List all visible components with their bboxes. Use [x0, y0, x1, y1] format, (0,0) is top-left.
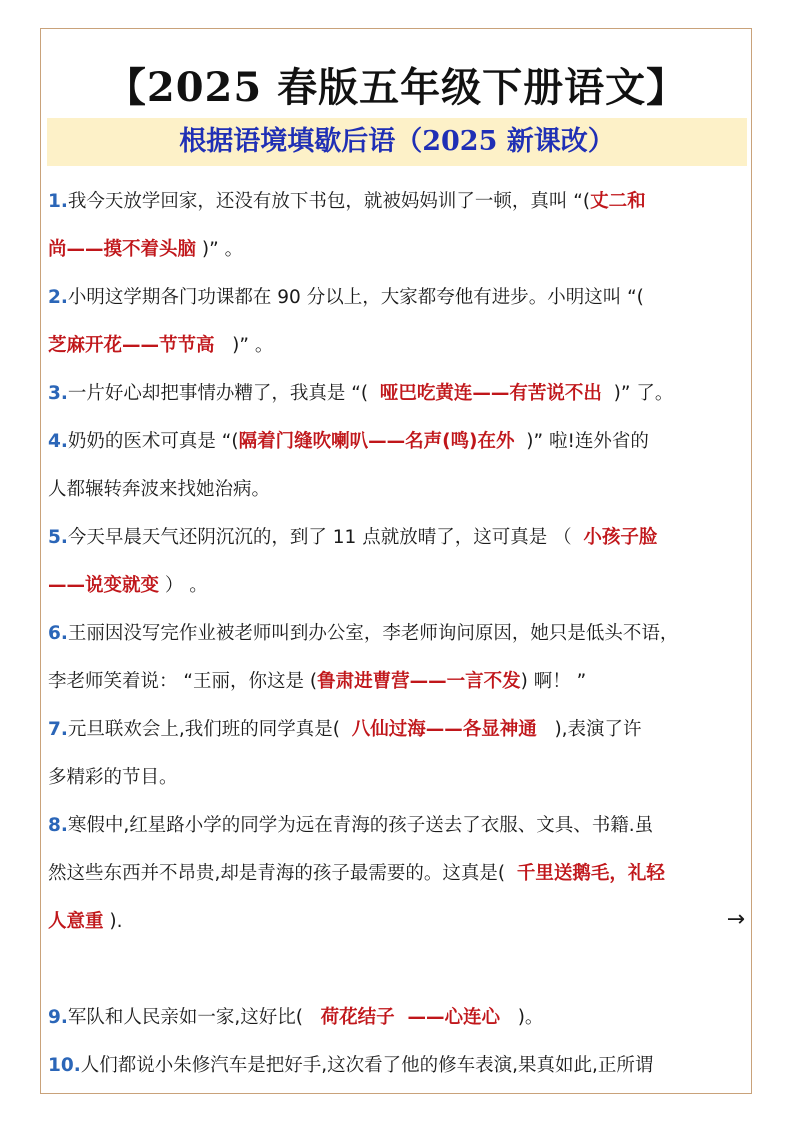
question-8-line-2 — [48, 850, 748, 898]
question-1-line-2 — [48, 226, 748, 274]
answer-text: 尚——摸不着头脑 — [48, 239, 197, 260]
question-text: )” 啦!连外省的 — [514, 431, 649, 452]
answer-text: 人意重 — [48, 911, 104, 932]
answer-text: 荷花结子 ——心连心 — [320, 1007, 501, 1028]
subtitle-banner — [47, 118, 747, 166]
question-number: 2. — [48, 287, 68, 308]
answer-text: 鲁肃进曹营——一言不发 — [317, 671, 521, 692]
question-text: 人都辗转奔波来找她治病。 — [48, 479, 271, 500]
answer-text: 哑巴吃黄连——有苦说不出 — [379, 383, 602, 404]
question-number: 7. — [48, 719, 68, 740]
question-4-line-2 — [48, 466, 748, 514]
question-number: 4. — [48, 431, 68, 452]
question-text: 一片好心却把事情办糟了，我真是 “( — [67, 383, 380, 404]
question-text: ) 啊！ ” — [520, 671, 587, 692]
question-number: 9. — [48, 1007, 68, 1028]
question-text: ） 。 — [159, 575, 208, 596]
question-5-line-2 — [48, 562, 748, 610]
question-text: 小明这学期各门功课都在 90 分以上，大家都夸他有进步。小明这叫 “( — [67, 287, 644, 308]
question-number: 3. — [48, 383, 68, 404]
question-2-line-1 — [48, 274, 748, 322]
question-number: 6. — [48, 623, 68, 644]
question-8-line-1 — [48, 802, 748, 850]
page-title: 【2025 春版五年级下册语文】 — [105, 64, 688, 111]
question-text: 然这些东西并不昂贵,却是青海的孩子最需要的。这真是( — [48, 863, 517, 884]
question-text: 王丽因没写完作业被老师叫到办公室，李老师询问原因，她只是低头不语， — [67, 623, 679, 644]
question-text: 我今天放学回家，还没有放下书包，就被妈妈训了一顿，真叫 “( — [67, 191, 591, 212]
question-number: 8. — [48, 815, 68, 836]
question-text: 元旦联欢会上,我们班的同学真是( — [67, 719, 352, 740]
question-text: 今天早晨天气还阴沉沉的，到了 11 点就放晴了，这可真是 （ — [67, 527, 584, 548]
question-text: )” 了。 — [601, 383, 674, 404]
question-1-line-1 — [48, 178, 748, 226]
question-text: ). — [103, 911, 123, 932]
answer-text: 千里送鹅毛，礼轻 — [516, 863, 665, 884]
question-number: 5. — [48, 527, 68, 548]
question-9-line-1 — [48, 994, 748, 1042]
question-4-line-1 — [48, 418, 748, 466]
question-text: )” 。 — [214, 335, 274, 356]
question-6-line-2 — [48, 658, 748, 706]
page-subtitle: 根据语境填歇后语（2025 新课改） — [179, 126, 615, 157]
answer-text: 八仙过海——各显神通 — [351, 719, 537, 740]
question-text: ),表演了许 — [536, 719, 642, 740]
continue-arrow-icon: → — [726, 907, 745, 932]
question-text: )。 — [500, 1007, 544, 1028]
question-number: 1. — [48, 191, 68, 212]
question-8-line-3 — [48, 898, 748, 946]
question-text: 多精彩的节目。 — [48, 767, 178, 788]
answer-text: 隔着门缝吹喇叭——名声(鸣)在外 — [238, 431, 515, 452]
question-text: 奶奶的医术可真是 “( — [67, 431, 239, 452]
question-6-line-1 — [48, 610, 748, 658]
question-10-line-1 — [48, 1042, 748, 1090]
question-5-line-1 — [48, 514, 748, 562]
question-text: 人们都说小朱修汽车是把好手,这次看了他的修车表演,果真如此,正所谓 — [80, 1055, 654, 1076]
question-text: 李老师笑着说： “王丽，你这是 ( — [48, 671, 318, 692]
question-text: 军队和人民亲如一家,这好比( — [67, 1007, 321, 1028]
question-text: 寒假中,红星路小学的同学为远在青海的孩子送去了衣服、文具、书籍.虽 — [67, 815, 654, 836]
question-3-line-1 — [48, 370, 748, 418]
question-2-line-2 — [48, 322, 748, 370]
answer-text: 丈二和 — [590, 191, 646, 212]
question-number: 10. — [48, 1055, 81, 1076]
answer-text: 小孩子脸 — [583, 527, 658, 548]
question-7-line-2 — [48, 754, 748, 802]
question-text: )” 。 — [196, 239, 244, 260]
answer-text: ——说变就变 — [48, 575, 160, 596]
question-7-line-1 — [48, 706, 748, 754]
answer-text: 芝麻开花——节节高 — [48, 335, 215, 356]
